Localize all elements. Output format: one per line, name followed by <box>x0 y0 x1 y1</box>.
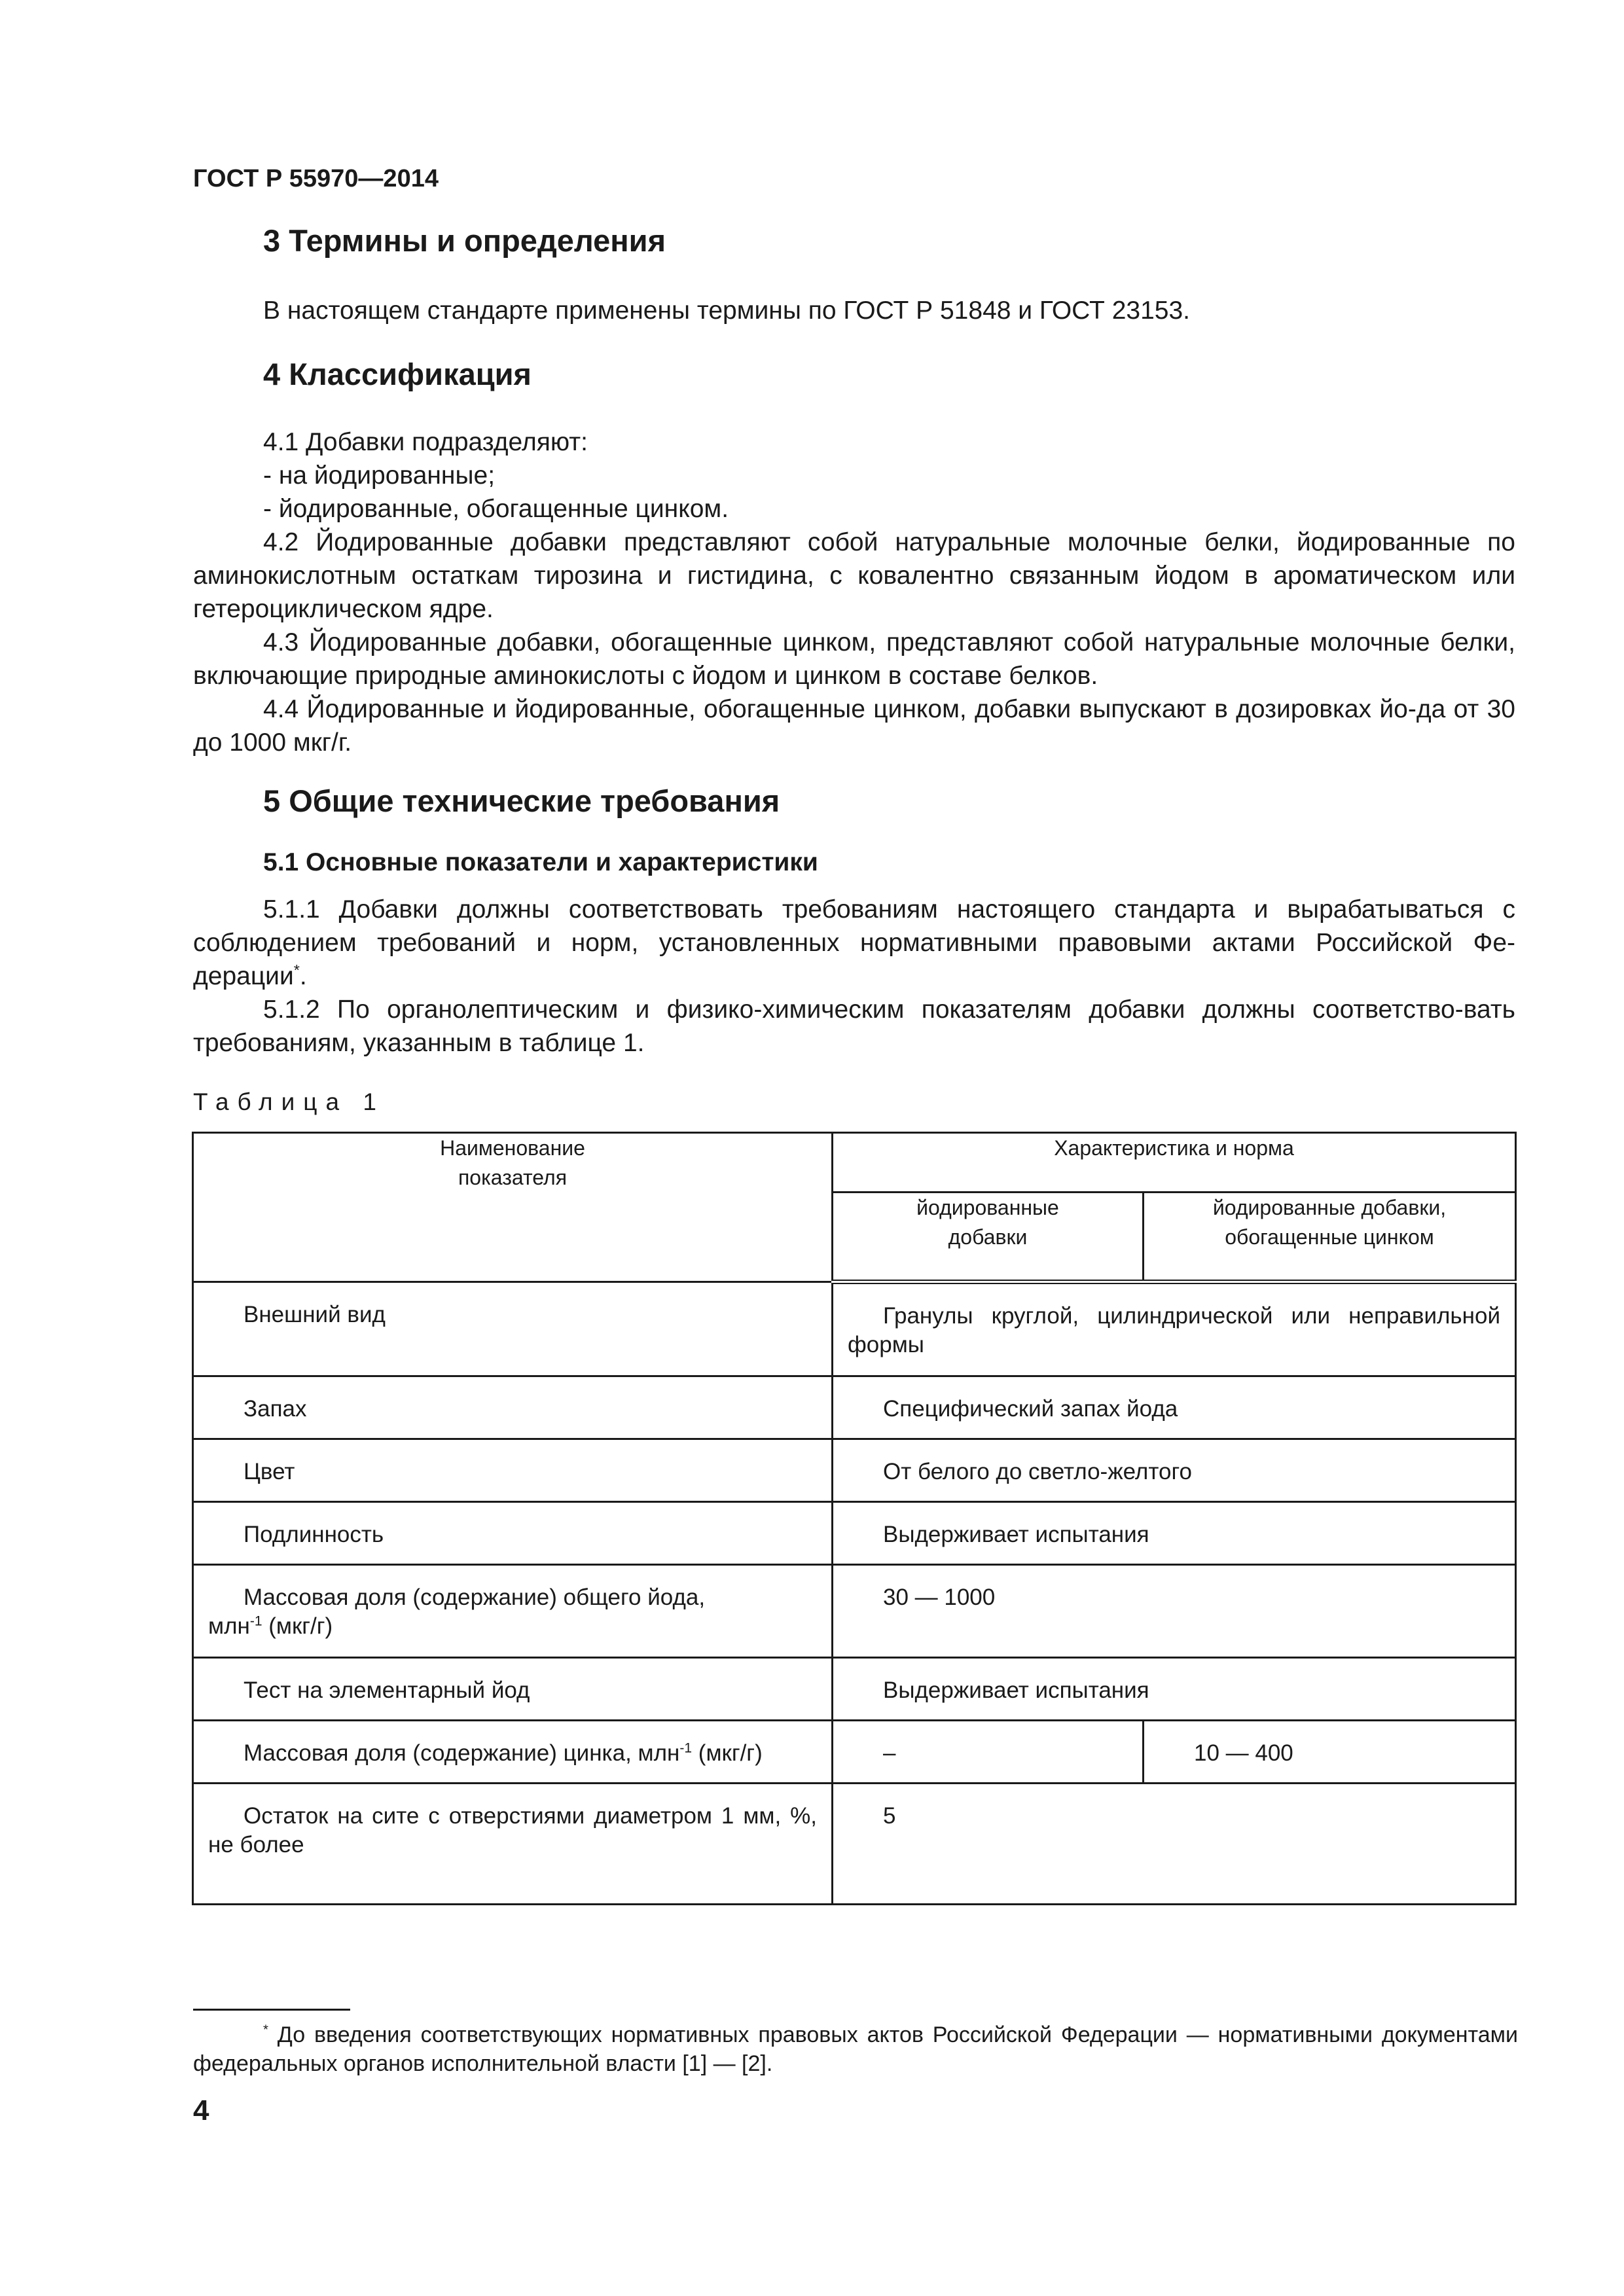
clause-4-4: 4.4 Йодированные и йодированные, обогащенные цинком, добавки выпускают в дозировках йо-да от 30 до 1000 мкг/г. <box>193 695 1515 757</box>
subsection-5-1-title: 5.1 Основные показатели и характеристики <box>263 848 818 876</box>
row-name: Остаток на сите с отверстиями диаметром 1 мм, %, не более <box>193 1784 833 1905</box>
row-value-iodized: – <box>833 1721 1144 1784</box>
page-number: 4 <box>193 2094 209 2126</box>
row-name: Внешний вид <box>193 1282 833 1376</box>
row-value: От белого до светло-желтого <box>833 1439 1516 1502</box>
row-name: Тест на элементарный йод <box>193 1658 833 1721</box>
table-1 <box>192 1132 1517 1905</box>
footnote-mark: * <box>263 2022 268 2037</box>
row-value: 30 — 1000 <box>833 1565 1516 1658</box>
clause-5-1-1-line-1: 5.1.1 Добавки должны соответствовать требованиям настоящего стандарта и вырабатываться с <box>263 895 1515 924</box>
table-row <box>193 1502 1516 1565</box>
row-value-iodized-zinc: 10 — 400 <box>1144 1721 1516 1784</box>
footnote-separator <box>193 2009 350 2011</box>
row-value: 5 <box>833 1784 1516 1905</box>
row-value: Специфический запах йода <box>833 1376 1516 1439</box>
table-row <box>193 1658 1516 1721</box>
clause-5-1-1-line-2: соблюдением требований и норм, установленных нормативными правовыми актами Российской Фе- <box>193 929 1515 957</box>
footnote-marker: * <box>293 961 300 978</box>
row-value: Выдерживает испытания <box>833 1658 1516 1721</box>
section-3-paragraph: В настоящем стандарте применены термины по ГОСТ Р 51848 и ГОСТ 23153. <box>263 296 1190 325</box>
section-4-body <box>193 425 1515 759</box>
section-3-title: 3 Термины и определения <box>263 223 666 258</box>
header-col-iodized: йодированные добавки <box>833 1193 1144 1282</box>
clause-4-3: 4.3 Йодированные добавки, обогащенные цинком, представляют собой натуральные молочные белки, включающие природные аминокислоты с йодом и цинком в составе белков. <box>193 628 1515 690</box>
page-header-standard-id: ГОСТ Р 55970—2014 <box>193 165 439 192</box>
row-name: Массовая доля (содержание) цинка, млн$^{-1}$ (мкг/г) <box>193 1721 833 1784</box>
clause-4-1: 4.1 Добавки подразделяют: <box>263 428 588 456</box>
table-row <box>193 1721 1516 1784</box>
clause-5-1-1-line-3: дерации*. <box>193 961 307 990</box>
section-5-title: 5 Общие технические требования <box>263 783 780 818</box>
row-name: Массовая доля (содержание) общего йода, млн$^{-1}$ (мкг/г) <box>193 1565 833 1658</box>
row-name: Запах <box>193 1376 833 1439</box>
table-row <box>193 1439 1516 1502</box>
table-header-row <box>193 1133 1516 1193</box>
footnote: * До введения соответствующих нормативных правовых актов Российской Федерации — нормативными документами федеральных органов исполнительной власти [1] — [2]. <box>193 2022 1518 2076</box>
clause-4-1-item-1: - на йодированные; <box>263 461 496 490</box>
row-name: Цвет <box>193 1439 833 1502</box>
header-characteristic: Характеристика и норма <box>833 1133 1516 1193</box>
clause-4-1-item-2: - йодированные, обогащенные цинком. <box>263 495 729 523</box>
section-4-title: 4 Классификация <box>263 357 532 391</box>
row-value: Выдерживает испытания <box>833 1502 1516 1565</box>
header-name: Наименование показателя <box>193 1133 833 1282</box>
row-name: Подлинность <box>193 1502 833 1565</box>
row-value: Гранулы круглой, цилиндрической или неправильной формы <box>833 1282 1516 1376</box>
clause-5-1-2: 5.1.2 По органолептическим и физико-химическим показателям добавки должны соответство-вать требованиям, указанным в таблице 1. <box>193 996 1515 1057</box>
table-caption: Таблица 1 <box>193 1088 385 1115</box>
section-5-body <box>193 893 1515 1060</box>
table-row <box>193 1784 1516 1905</box>
table-row <box>193 1565 1516 1658</box>
clause-4-2: 4.2 Йодированные добавки представляют собой натуральные молочные белки, йодированные по аминокислотным остаткам тирозина и гистидина, с ковалентно связанным йодом в ароматическом или гетероциклическом ядре. <box>193 528 1515 623</box>
table-row <box>193 1376 1516 1439</box>
table-row <box>193 1282 1516 1376</box>
header-col-iodized-zinc: йодированные добавки, обогащенные цинком <box>1144 1193 1516 1282</box>
